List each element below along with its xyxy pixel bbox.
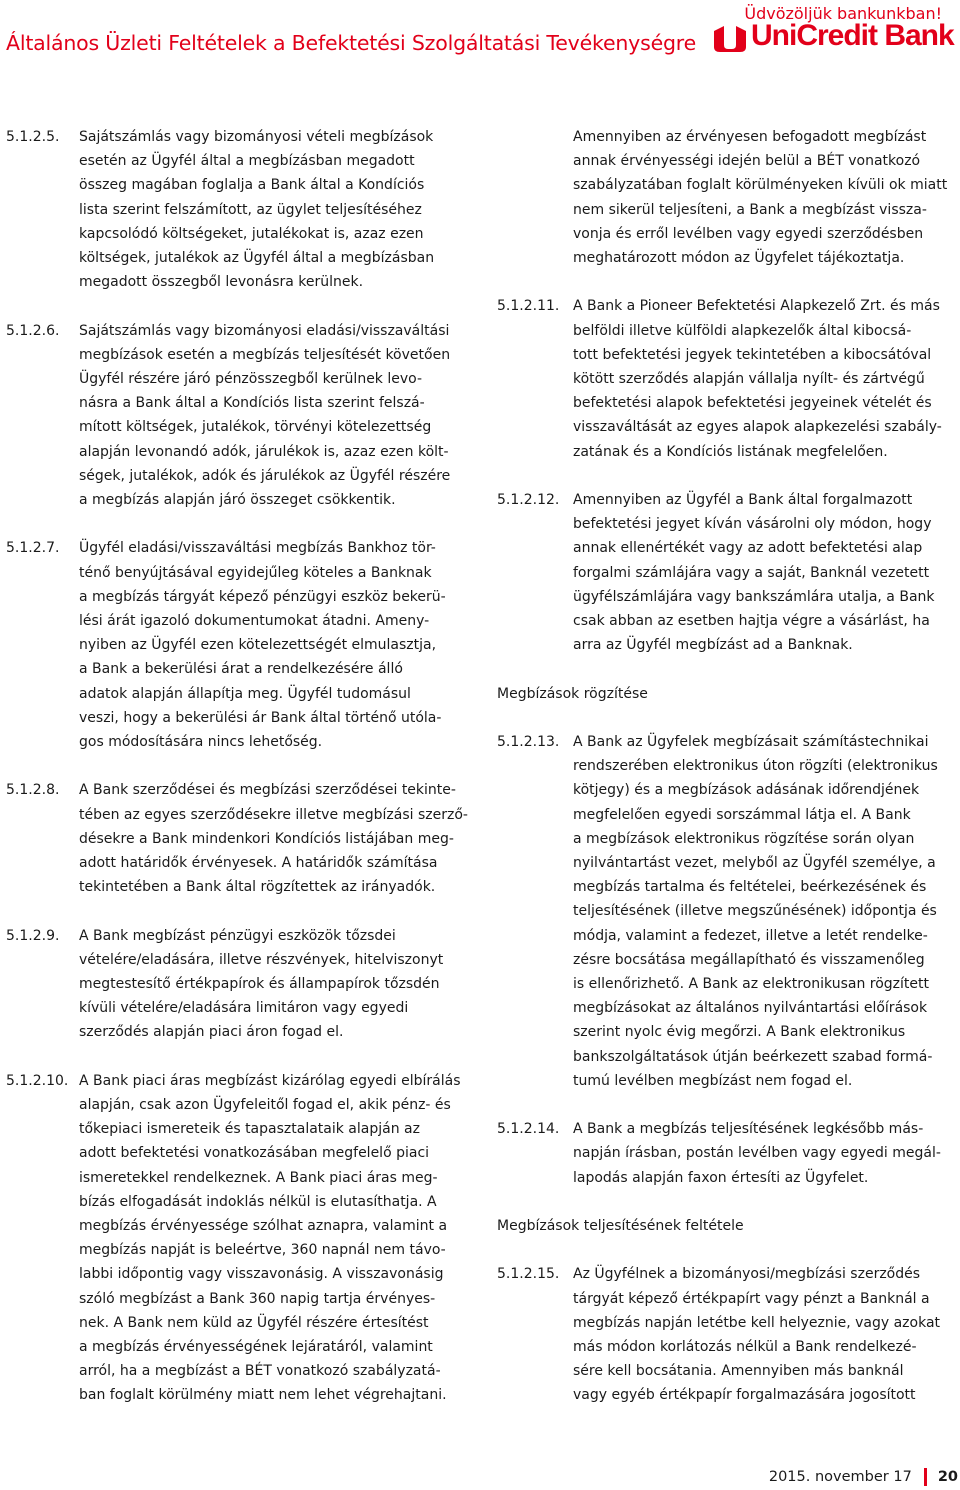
text-line: Ügyfél részére járó pénzösszegből kerülnek levo- <box>79 371 423 388</box>
clause-number: 5.1.2.10. <box>6 1072 69 1089</box>
text-line: nyiben az Ügyfél ezen kötelezettségét elmulasztja, <box>79 637 437 654</box>
spacer <box>6 512 466 536</box>
text-line: a megbízás érvényességének lejáratáról, valamint <box>79 1339 433 1356</box>
text-line: veszi, hogy a bekerülési ár Bank által történő utóla- <box>79 709 442 726</box>
clause <box>6 778 466 899</box>
footer-separator <box>924 1468 927 1486</box>
text-line: Sajátszámlás vagy bizományosi vételi megbízások <box>79 129 434 145</box>
spacer <box>6 294 466 318</box>
spacer <box>6 1045 466 1069</box>
text-line: gos módosítására nincs lehetőség. <box>79 734 323 751</box>
text-line: vagy egyéb értékpapír forgalmazására jogosított <box>573 1387 916 1404</box>
clause <box>497 488 957 657</box>
text-line: megbízások esetén a megbízás teljesítését követően <box>79 346 451 363</box>
unicredit-logo-icon <box>712 25 748 53</box>
unicredit-logo <box>712 19 958 56</box>
text-line: összeg magában foglalja a Bank által a Kondíciós <box>79 177 425 194</box>
text-line: a megbízás tárgyát képező pénzügyi eszköz bekerü- <box>79 588 446 605</box>
text-line: A Bank szerződései és megbízási szerződései tekinte- <box>79 782 456 799</box>
text-line: teljesítésének (illetve megszűnésének) időpontja és <box>573 903 937 920</box>
greeting-text: Üdvözöljük bankunkban! <box>744 4 942 23</box>
text-line: megadott összegből levonásra kerülnek. <box>79 274 364 291</box>
clause-number: 5.1.2.8. <box>6 782 60 799</box>
text-line: ban foglalt körülmény miatt nem lehet végrehajtani. <box>79 1387 447 1404</box>
clause <box>6 536 466 754</box>
text-line: alapján, csak azon Ügyfeleitől fogad el, akik pénz- és <box>79 1097 451 1114</box>
clause-number: 5.1.2.12. <box>497 492 560 509</box>
text-line: Ügyfél eladási/visszaváltási megbízás Bankhoz tör- <box>79 540 436 557</box>
clause-continuation <box>497 125 957 270</box>
text-line: ségek, jutalékok, adók és járulékok az Ügyfél részére <box>79 467 451 484</box>
spacer <box>497 706 957 730</box>
spacer <box>497 1190 957 1214</box>
text-line: rendszerében elektronikus úton rögzíti (elektronikus <box>573 758 938 775</box>
text-line: násra a Bank által a Kondíciós lista szerint felszá- <box>79 395 425 412</box>
text-line: lési árát igazoló dokumentumokat átadni. Ameny- <box>79 613 430 630</box>
clause-number: 5.1.2.5. <box>6 129 60 145</box>
text-line: vételére/eladására, illetve részvények, hitelviszonyt <box>79 951 444 968</box>
text-line: ismeretekkel rendelkeznek. A Bank piaci áras meg- <box>79 1169 438 1186</box>
left-column <box>6 125 466 1408</box>
text-line: bízás elfogadását indoklás nélkül is elutasíthatja. A <box>79 1193 437 1210</box>
right-column <box>497 125 957 1408</box>
clause-number: 5.1.2.11. <box>497 298 560 315</box>
clause-number: 5.1.2.7. <box>6 540 60 557</box>
clause-text <box>573 294 957 463</box>
logo-text: UniCredit Bank <box>751 19 954 52</box>
text-line: mított költségek, jutalékok, törvényi kötelezettség <box>79 419 432 436</box>
text-line: módja, valamint a fedezet, illetve a letét rendelke- <box>573 927 928 944</box>
text-line: más módon korlátozás nélkül a Bank rendelkezé- <box>573 1339 917 1356</box>
text-line: zatának és a Kondíciós listának megfelelően. <box>573 443 888 460</box>
section-heading: Megbízások rögzítése <box>497 685 648 702</box>
text-line: A Bank az Ügyfelek megbízásait számítástechnikai <box>573 734 929 751</box>
clause <box>497 1117 957 1190</box>
text-line: szerint nyolc évig megőrzi. A Bank elektronikus <box>573 1024 906 1041</box>
text-line: csak abban az esetben hajtja végre a vásárlást, ha <box>573 613 930 630</box>
text-line: forgalmi számlájára vagy a saját, Banknál vezetett <box>573 564 930 581</box>
text-line: A Bank a megbízás teljesítésének legkésőbb más- <box>573 1121 924 1138</box>
page-number: 20 <box>937 1469 958 1485</box>
clause-text <box>79 319 466 513</box>
text-line: tumú levélben megbízást nem fogad el. <box>573 1072 853 1089</box>
clause-text <box>79 778 466 899</box>
text-line: megbízás érvényessége szólhat aznapra, valamint a <box>79 1218 448 1235</box>
text-line: szóló megbízást a Bank 360 napig tartja érvényes- <box>79 1290 436 1307</box>
text-line: zésre bocsátása megállapítható és visszamenőleg <box>573 951 925 968</box>
text-line: bankszolgáltatások útján beérkezett szabad formá- <box>573 1048 933 1065</box>
clause-number: 5.1.2.14. <box>497 1121 560 1138</box>
clause-number: 5.1.2.13. <box>497 734 560 751</box>
text-line: esetén az Ügyfél által a megbízásban megadott <box>79 153 415 170</box>
text-line: kötött szerződés alapján vállalja nyílt- és zártvégű <box>573 371 925 388</box>
text-line: A Bank a Pioneer Befektetési Alapkezelő Zrt. és más <box>573 298 940 315</box>
spacer <box>497 657 957 681</box>
text-line: ténő benyújtásával egyidejűleg köteles a Banknak <box>79 564 432 581</box>
text-line: is ellenőrizhető. A Bank az elektronikusan rögzített <box>573 976 929 993</box>
clause-text <box>573 1117 957 1190</box>
clause-number: 5.1.2.6. <box>6 322 60 339</box>
text-line: adott határidők érvényesek. A határidők számítása <box>79 855 438 872</box>
clause <box>497 1262 957 1407</box>
text-line: annak ellenértékét vagy az adott befektetési alap <box>573 540 923 557</box>
text-line: tében az egyes szerződésekre illetve megbízási szerző- <box>79 806 468 823</box>
spacer <box>6 899 466 923</box>
text-line: arról, ha a megbízást a BÉT vonatkozó szabályzatá- <box>79 1363 441 1380</box>
clause-text <box>573 125 957 270</box>
clause-text <box>573 1262 957 1407</box>
text-line: költségek, jutalékok az Ügyfél által a megbízásban <box>79 250 435 267</box>
text-line: nek. A Bank nem küld az Ügyfél részére értesítést <box>79 1314 429 1331</box>
text-line: megbízásokat az általános nyilvántartási előírások <box>573 1000 928 1017</box>
text-line: meghatározott módon az Ügyfelet tájékoztatja. <box>573 250 905 267</box>
text-line: szabályzatában foglalt körülményeken kívüli ok miatt <box>573 177 948 194</box>
clause-text <box>573 488 957 657</box>
clause-number: 5.1.2.9. <box>6 927 60 944</box>
text-line: napján írásban, postán levélben vagy egyedi megál- <box>573 1145 941 1162</box>
text-line: A Bank piaci áras megbízást kizárólag egyedi elbírálás <box>79 1072 461 1089</box>
text-line: désekre a Bank mindenkori Kondíciós listájában meg- <box>79 830 454 847</box>
spacer <box>497 1238 957 1262</box>
text-line: Amennyiben az érvényesen befogadott megbízást <box>573 129 927 145</box>
clause-text <box>79 125 466 294</box>
text-line: annak érvényességi idején belül a BÉT vonatkozó <box>573 153 921 170</box>
text-line: Sajátszámlás vagy bizományosi eladási/visszaváltási <box>79 322 450 339</box>
text-line: lista szerint felszámított, az ügylet teljesítéséhez <box>79 201 422 218</box>
text-line: megtestesítő értékpapírok és állampapírok tőzsdén <box>79 976 440 993</box>
clause <box>497 730 957 1093</box>
clause-text <box>79 536 466 754</box>
text-line: belföldi illetve külföldi alapkezelők által kibocsá- <box>573 322 912 339</box>
section-heading: Megbízások teljesítésének feltétele <box>497 1218 744 1235</box>
text-line: a megbízások elektronikus rögzítése során olyan <box>573 830 915 847</box>
text-line: adott befektetési vonatkozásában megfelelő piaci <box>79 1145 430 1162</box>
text-line: alapján levonandó adók, járulékok is, azaz ezen költ- <box>79 443 449 460</box>
text-line: Amennyiben az Ügyfél a Bank által forgalmazott <box>573 492 913 509</box>
text-line: A Bank megbízást pénzügyi eszközök tőzsdei <box>79 927 396 944</box>
clause-text <box>79 1069 466 1408</box>
text-line: megfelelően egyedi sorszámmal látja el. A Bank <box>573 806 911 823</box>
text-line: tárgyát képező értékpapírt vagy pénzt a Banknál a <box>573 1290 930 1307</box>
text-line: befektetési jegyet kíván vásárolni oly módon, hogy <box>573 516 932 533</box>
spacer <box>497 270 957 294</box>
clause <box>6 319 466 513</box>
clause <box>6 1069 466 1408</box>
document-title: Általános Üzleti Feltételek a Befektetési Szolgáltatási Tevékenységre <box>6 31 696 55</box>
footer-date: 2015. november 17 <box>768 1469 912 1485</box>
text-line: tekintetében a Bank által rögzítettek az irányadók. <box>79 879 436 896</box>
clause <box>6 125 466 294</box>
text-line: tott befektetési jegyek tekintetében a kibocsátóval <box>573 346 932 363</box>
text-line: szerződés alapján piaci áron fogad el. <box>79 1024 344 1041</box>
spacer <box>497 1093 957 1117</box>
spacer <box>6 754 466 778</box>
page-footer <box>769 1468 960 1486</box>
text-line: nem sikerül teljesíteni, a Bank a megbízást vissza- <box>573 201 927 218</box>
text-line: kötjegy) és a megbízások adásának időrendjének <box>573 782 920 799</box>
text-line: kívüli vételére/eladására limitáron vagy egyedi <box>79 1000 409 1017</box>
text-line: labbi időpontig vagy visszavonásig. A visszavonásig <box>79 1266 444 1283</box>
text-line: kapcsolódó költségeket, jutalékokat is, azaz ezen <box>79 225 424 242</box>
clause-number: 5.1.2.15. <box>497 1266 560 1283</box>
text-line: megbízás napját is beleértve, 360 napnál nem távo- <box>79 1242 446 1259</box>
text-line: ügyfélszámlájára vagy bankszámlára utalja, a Bank <box>573 588 935 605</box>
clause-text <box>79 924 466 1045</box>
text-line: vonja és erről levélben vagy egyedi szerződésben <box>573 225 924 242</box>
text-line: megbízás tartalma és feltételei, beérkezésének és <box>573 879 927 896</box>
text-line: visszaváltását az egyes alapok alapkezelési szabály- <box>573 419 942 436</box>
clause-text <box>573 730 957 1093</box>
text-line: tőkepiaci ismereteik és tapasztalataik alapján az <box>79 1121 420 1138</box>
text-line: nyilvántartást vezet, melyből az Ügyfél személye, a <box>573 855 936 872</box>
text-line: sére kell bocsátania. Amennyiben más banknál <box>573 1363 904 1380</box>
clause <box>497 294 957 463</box>
text-line: arra az Ügyfél megbízást ad a Banknak. <box>573 637 853 654</box>
text-line: lapodás alapján faxon értesíti az Ügyfelet. <box>573 1169 869 1186</box>
text-line: a megbízás alapján járó összeget csökkentik. <box>79 492 396 509</box>
text-line: adatok alapján állapítja meg. Ügyfél tudomásul <box>79 685 411 702</box>
spacer <box>497 464 957 488</box>
text-line: a Bank a bekerülési árat a rendelkezésére álló <box>79 661 403 678</box>
text-line: befektetési alapok befektetési jegyeinek vételét és <box>573 395 932 412</box>
text-line: megbízás napján letétbe kell helyeznie, vagy azokat <box>573 1314 941 1331</box>
clause <box>6 924 466 1045</box>
text-line: Az Ügyfélnek a bizományosi/megbízási szerződés <box>573 1266 921 1283</box>
